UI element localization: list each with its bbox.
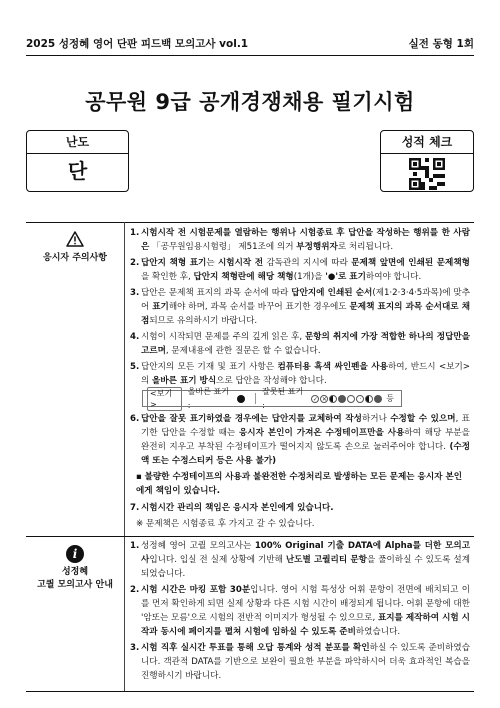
bold-text: 난도별 고퀄리티 문항 — [285, 555, 367, 565]
info-icon: i — [66, 545, 84, 563]
text-segment: , 문제내용에 관한 질문은 할 수 없습니다. — [165, 346, 321, 356]
text-segment: 입니다. 영어 시험 특성상 어휘 문항이 전면에 배치되고 이를 먼저 확인하게 되면 실제 상황과 다른 시험 시간이 배정되게 됩니다. 어휘 문항에 대한 '암또는 모름'으로 시험의 전반적 이미지가 형성될 수 있으므로, — [141, 585, 470, 623]
bold-text: '●'로 표기 — [325, 272, 366, 282]
caution-label-text: 응시자 주의사항 — [43, 253, 107, 263]
bold-text: 문항의 취지에 가장 적합한 하나의 정답만을 고르며 — [141, 332, 471, 356]
difficulty-label: 난도 — [27, 131, 128, 154]
correct-marking-label: 올바른 표기 : — [187, 386, 229, 410]
caution-label — [26, 231, 124, 263]
marking-example — [142, 386, 402, 410]
info-item-3: 3. 시험 직후 실시간 투표를 통해 오답 통계와 성적 분포를 확인하실 수 있도록 준비하였습니다. 객관적 DATA를 기반으로 보완이 필요한 부분을 파악하시어 더욱 효과적인 복습을 진행하시기 바랍니다. — [130, 643, 470, 681]
caution-item-1: 1. 시험시작 전 시험문제를 열람하는 행위나 시험종료 후 답안을 작성하는 행위를 한 사람은 「공무원임용시험령」 제51조에 의거 부정행위자로 처리됩니다. — [130, 228, 470, 252]
bold-text: 올바른 표기 방식 — [152, 376, 217, 386]
bold-text: 수정할 수 있으며 — [390, 414, 456, 424]
warning-icon — [66, 231, 84, 247]
text-segment: 하였습니다. — [355, 627, 401, 637]
text-segment: 하실 수 있도록 준비하였습니다. 객관적 DATA를 기반으로 보완이 필요한 부분을 파악하시어 더욱 효과적인 복습을 진행하시기 바랍니다. — [141, 643, 470, 681]
text-segment: 하여야 합니다. — [365, 272, 422, 282]
bold-text: 답안을 잘못 표기하였을 경우에는 — [141, 414, 272, 424]
caution-note-7: ※ 문제책은 시험종료 후 가지고 갈 수 있습니다. — [136, 519, 315, 529]
bold-text: 부정행위자 — [296, 242, 338, 252]
info-item-2: 2. 시험 시간은 마킹 포함 30분입니다. 영어 시험 특성상 어휘 문항이 전면에 배치되고 이를 먼저 확인하게 되면 실제 상황과 다른 시험 시간이 배정되게 됩니다. 어휘 문항에 대한 '암또는 모름'으로 시험의 전반적 이미지가 형성될 수 있으므로, 표지를 제작하여 시험 시작과 동시에 페이지를 펼쳐 시험에 임하실 수 있도록 준비하였습니다. — [130, 585, 470, 637]
wrong-mark-icon — [329, 395, 337, 403]
text-segment: (1개)을 — [293, 272, 326, 282]
text-segment: 답안은 문제책 표지의 과목 순서에 따라 — [141, 288, 292, 298]
header-rule — [26, 55, 474, 56]
text-segment: 입니다. 입실 전 실제 상황에 기반해 — [149, 555, 286, 565]
bold-text: 문제책 앞면에 인쇄된 문제책형 — [351, 258, 470, 268]
caution-item-5: 5. 답안지의 모든 기재 및 표기 사항은 컴퓨터용 흑색 싸인펜을 사용하여, 반드시 <보기>의 올바른 표기 방식으로 답안을 작성해야 합니다. — [130, 362, 470, 386]
bold-text: 답안지에 인쇄된 순서 — [291, 288, 373, 298]
wrong-mark-icon: · — [356, 395, 364, 403]
caution-list — [130, 226, 470, 534]
bold-text: 응시자 본인이 가져온 수정테이프만을 사용 — [238, 428, 405, 438]
info-label-line-1: 성정혜 — [61, 567, 89, 577]
exam-round: 실전 동형 1회 — [408, 38, 474, 50]
text-segment: 하여, 반드시 <보기>의 — [141, 362, 470, 386]
marking-suffix: 등 — [386, 393, 394, 403]
section-rule-bottom — [26, 691, 474, 692]
bold-text: 문제책 표지의 과목 순서대로 채점 — [141, 302, 470, 326]
section-rule-top — [26, 222, 474, 223]
page-title: 공무원 9급 공개경쟁채용 필기시험 — [85, 90, 415, 114]
text-segment: 답안지의 모든 기재 및 표기 사항은 — [141, 362, 278, 372]
grade-check-box — [380, 130, 474, 192]
caution-item-3: 3. 답안은 문제책 표지의 과목 순서에 따라 답안지에 인쇄된 순서(제1·2·3·4·5과목)에 맞추어 표기해야 하며, 과목 순서를 바꾸어 표기한 경우에도 문제책 표지의 과목 순서대로 채점되므로 유의하시기 바랍니다. — [130, 288, 470, 326]
marking-example-tag: <보기> — [147, 387, 182, 411]
difficulty-value: 단 — [67, 159, 88, 183]
text-segment: 해야 하며, 과목 순서를 바꾸어 표기한 경우에도 — [168, 302, 350, 312]
wrong-mark-icon: ✓ — [312, 395, 318, 403]
column-divider — [124, 222, 125, 691]
bold-text: 답안지 책형란에 해당 책형 — [193, 272, 294, 282]
grade-check-label: 성적 체크 — [381, 131, 473, 154]
bold-text: 시험 시간은 마킹 포함 30분 — [141, 585, 251, 595]
text-segment: 하여 해당 부분을 완전히 지우고 부착된 수정테이프가 떨어지지 않도록 손으로 눌러주어야 합니다. — [141, 428, 470, 452]
bold-text: 시험 직후 실시간 투표를 통해 오답 통계와 성적 분포를 확인 — [141, 643, 370, 653]
text-segment: 을 풀이하실 수 있도록 설계되었습니다. — [141, 555, 471, 579]
caution-item-7: 7. 시험시간 관리의 책임은 응시자 본인에게 있습니다. — [130, 503, 334, 513]
wrong-marking-label: 잘못된 표기 : — [262, 386, 304, 410]
bold-text: 표기 — [152, 302, 169, 312]
qr-code-icon[interactable] — [409, 158, 445, 190]
bold-text: 시험시작 전 시험문제를 열람하는 행위나 시험종료 후 답안을 작성하는 행위를 한 사람은 — [141, 228, 470, 252]
text-segment: 으로 답안을 작성해야 합니다. — [216, 376, 327, 386]
wrong-mark-icon: ✕ — [321, 395, 327, 403]
info-label-line-2: 고퀄 모의고사 안내 — [37, 580, 113, 590]
text-segment: (제1·2·3·4·5과목)에 맞추어 — [141, 288, 470, 312]
marking-divider — [255, 393, 256, 404]
bold-text: 시험시작 전 — [217, 258, 264, 268]
info-list — [130, 539, 470, 685]
bold-text: 답안지를 교체하여 작성 — [271, 414, 362, 424]
bold-text: (수정액 또는 수정스티커 등은 사용 불가) — [141, 442, 470, 466]
info-item-1: 1. 성정혜 영어 고퀄 모의고사는 100% Original 기출 DATA에 Alpha를 더한 모의고사입니다. 입실 전 실제 상황에 기반해 난도별 고퀄리티 문항을 풀이하실 수 있도록 설계되었습니다. — [130, 541, 471, 579]
difficulty-box — [26, 130, 129, 192]
caution-note-6 — [130, 470, 470, 498]
page-header — [26, 36, 474, 52]
text-segment: 하거나 — [361, 414, 391, 424]
bold-text: 답안지 책형 표기 — [141, 258, 207, 268]
text-segment: 감독관의 지시에 따라 — [263, 258, 352, 268]
text-segment: 되므로 유의하시기 바랍니다. — [149, 316, 258, 326]
caution-item-4: 4. 시험이 시작되면 문제를 주의 깊게 읽은 후, 문항의 취지에 가장 적합한 하나의 정답만을 고르며, 문제내용에 관한 질문은 할 수 없습니다. — [130, 332, 471, 356]
text-segment: ▪ — [136, 472, 145, 482]
text-segment: 로 처리됩니다. — [337, 242, 394, 252]
bold-text: 표지를 제작하여 시험 시작과 동시에 페이지를 펼쳐 시험에 임하실 수 있도록 준비 — [141, 613, 470, 637]
caution-item-6: 6. 답안을 잘못 표기하였을 경우에는 답안지를 교체하여 작성하거나 수정할 수 있으며, 표기한 답안을 수정할 때는 응시자 본인이 가져온 수정테이프만을 사용하여 해당 부분을 완전히 지우고 부착된 수정테이프가 떨어지지 않도록 손으로 눌러주어야 합니다. (수정액 또는 수정스티커 등은 사용 불가) — [130, 414, 470, 466]
text-segment: , 표기한 답안을 수정할 때는 — [141, 414, 470, 438]
wrong-mark-icon — [338, 395, 346, 403]
text-segment: 시험이 시작되면 문제를 주의 깊게 읽은 후, — [141, 332, 305, 342]
series-title: 2025 성정혜 영어 단판 피드백 모의고사 vol.1 — [26, 38, 249, 50]
text-segment: 성정혜 영어 고퀄 모의고사는 — [141, 541, 255, 551]
text-segment: 을 확인한 후, — [141, 272, 194, 282]
filled-circle-icon — [237, 395, 245, 403]
section-rule-middle — [26, 536, 474, 537]
wrong-mark-icon — [347, 395, 355, 403]
wrong-mark-icon — [374, 395, 382, 403]
text-segment: 는 — [206, 258, 218, 268]
info-label — [26, 545, 124, 592]
bold-text: 100% Original 기출 DATA에 Alpha를 더한 모의고사 — [141, 541, 470, 565]
wrong-mark-icon — [365, 395, 373, 403]
text-segment: 「공무원임용시험령」 제51조에 의거 — [149, 242, 297, 252]
bold-text: 컴퓨터용 흑색 싸인펜을 사용 — [277, 362, 388, 372]
bold-text: 불량한 수정테이프의 사용과 불완전한 수정처리로 발생하는 모든 문제는 응시자 본인에게 책임이 있습니다. — [136, 472, 463, 496]
caution-item-2: 2. 답안지 책형 표기는 시험시작 전 감독관의 지시에 따라 문제책 앞면에 인쇄된 문제책형을 확인한 후, 답안지 책형란에 해당 책형(1개)을 '●'로 표기하여야 합니다. — [130, 258, 470, 282]
bold-text: 시험시간 관리의 책임은 응시자 본인에게 있습니다. — [141, 503, 334, 513]
